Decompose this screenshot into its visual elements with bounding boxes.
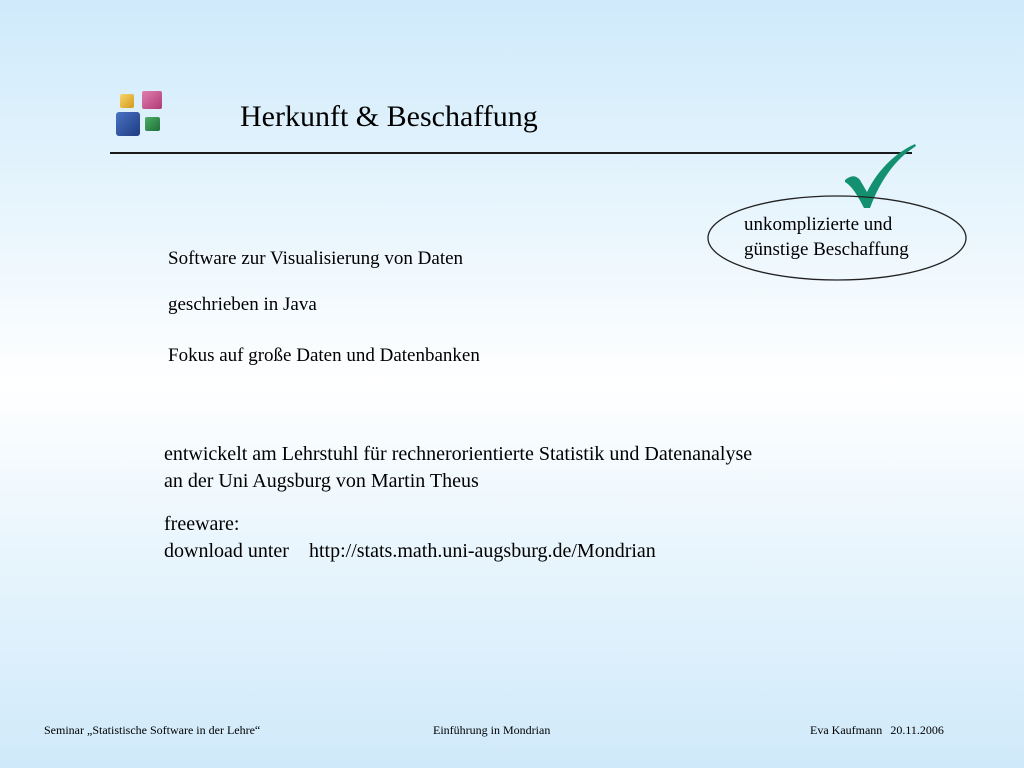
origin-paragraph	[164, 441, 752, 495]
callout-text	[744, 212, 909, 262]
footer-author: Eva Kaufmann	[810, 723, 883, 737]
bullet-java: geschrieben in Java	[168, 294, 317, 315]
title-divider	[110, 152, 912, 154]
footer-author-date	[810, 723, 944, 738]
bullet-large-data: Fokus auf große Daten und Datenbanken	[168, 345, 480, 366]
bullet-visualization: Software zur Visualisierung von Daten	[168, 248, 464, 269]
footer-seminar: Seminar „Statistische Software in der Lehre“	[44, 723, 261, 737]
download-prefix: download unter	[164, 540, 289, 562]
mondrian-logo-icon	[114, 90, 164, 138]
origin-line: entwickelt am Lehrstuhl für rechnerorientierte Statistik und Datenanalyse	[164, 443, 753, 465]
footer-topic: Einführung in Mondrian	[433, 723, 551, 737]
download-line	[164, 538, 656, 565]
origin-line: an der Uni Augsburg von Martin Theus	[164, 470, 479, 492]
callout-line: günstige Beschaffung	[744, 239, 909, 260]
footer-date: 20.11.2006	[890, 723, 944, 737]
slide-title: Herkunft & Beschaffung	[240, 100, 538, 133]
callout-line: unkomplizierte und	[744, 214, 893, 235]
freeware-label: freeware:	[164, 513, 240, 535]
freeware-paragraph	[164, 511, 656, 565]
download-url-link[interactable]: http://stats.math.uni-augsburg.de/Mondrian	[308, 540, 656, 562]
